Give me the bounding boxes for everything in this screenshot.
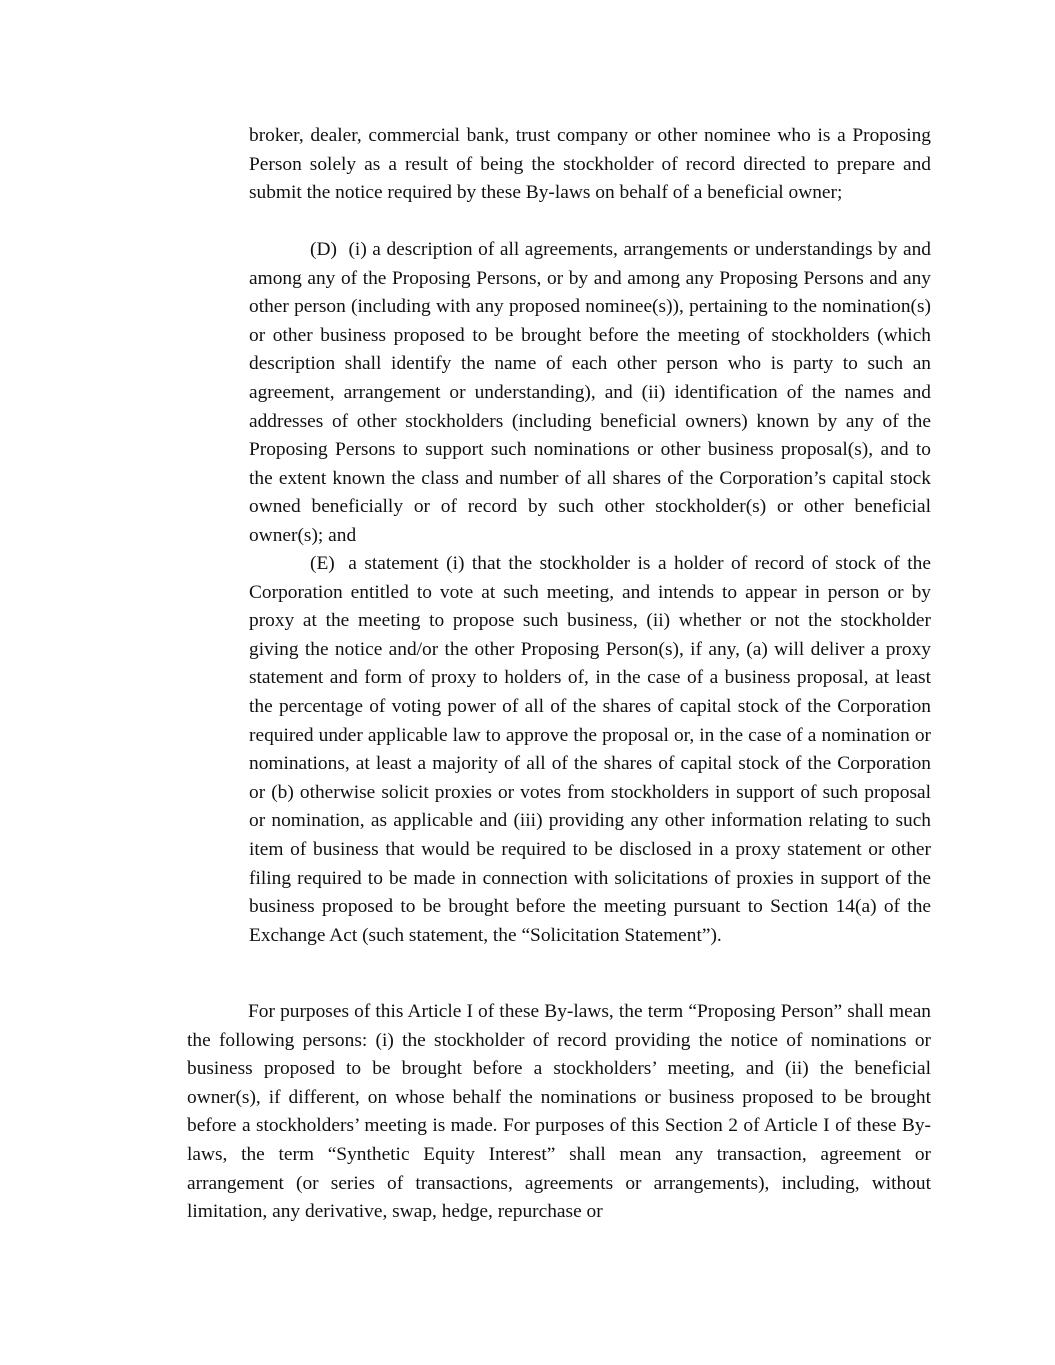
item-e-text: a statement (i) that the stockholder is a holder of record of stock of the Corporation entitled to vote at such meeting, and intends to appear in person or by proxy at the meeting to propose such business, (ii) whether or not the stockholder giving the notice and/or the other Proposing Person(s), if any, (a) will deliver a proxy statement and form of proxy to holders of, in the case of a business proposal, at least the percentage of voting power of all of the shares of capital stock of the Corporation required under applicable law to approve the proposal or, in the case of a nomination or nominations, at least a majority of all of the shares of capital stock of the Corporation or (b) otherwise solicit proxies or votes from stockholders in support of such proposal or nomination, as applicable and (iii) providing any other information relating to such item of business that would be required to be disclosed in a proxy statement or other filing required to be made in connection with solicitations of proxies in support of the business proposed to be brought before the meeting pursuant to Section 14(a) of the Exchange Act (such statement, the “Solicitation Statement”).	[249, 553, 931, 946]
definitions-paragraph: For purposes of this Article I of these By-laws, the term “Proposing Person” shall mean the following persons: (i) the stockholder of record providing the notice of nominations or business proposed to be brought before a stockholders’ meeting, and (ii) the beneficial owner(s), if different, on whose behalf the nominations or business proposed to be brought before a stockholders’ meeting is made. For purposes of this Section 2 of Article I of these By-laws, the term “Synthetic Equity Interest” shall mean any transaction, agreement or arrangement (or series of transactions, agreements or arrangements), including, without limitation, any derivative, swap, hedge, repurchase or	[187, 1001, 931, 1223]
item-e-paragraph	[249, 550, 931, 950]
item-d-text: (i) a description of all agreements, arrangements or understandings by and among any of the Proposing Persons, or by and among any Proposing Persons and any other person (including with any proposed nominee(s)), pertaining to the nomination(s) or other business proposed to be brought before the meeting of stockholders (which description shall identify the name of each other person who is party to such an agreement, arrangement or understanding), and (ii) identification of the names and addresses of other stockholders (including beneficial owners) known by any of the Proposing Persons to support such nominations or other business proposal(s), and to the extent known the class and number of all shares of the Corporation’s capital stock owned beneficially or of record by such other stockholder(s) or other beneficial owner(s); and	[249, 239, 931, 546]
item-d-label: (D)	[310, 239, 337, 260]
item-e-label: (E)	[310, 553, 335, 574]
item-d-paragraph	[249, 236, 931, 551]
continuation-paragraph: broker, dealer, commercial bank, trust company or other nominee who is a Proposing Person solely as a result of being the stockholder of record directed to prepare and submit the notice required by these By-laws on behalf of a beneficial owner;	[249, 125, 931, 204]
